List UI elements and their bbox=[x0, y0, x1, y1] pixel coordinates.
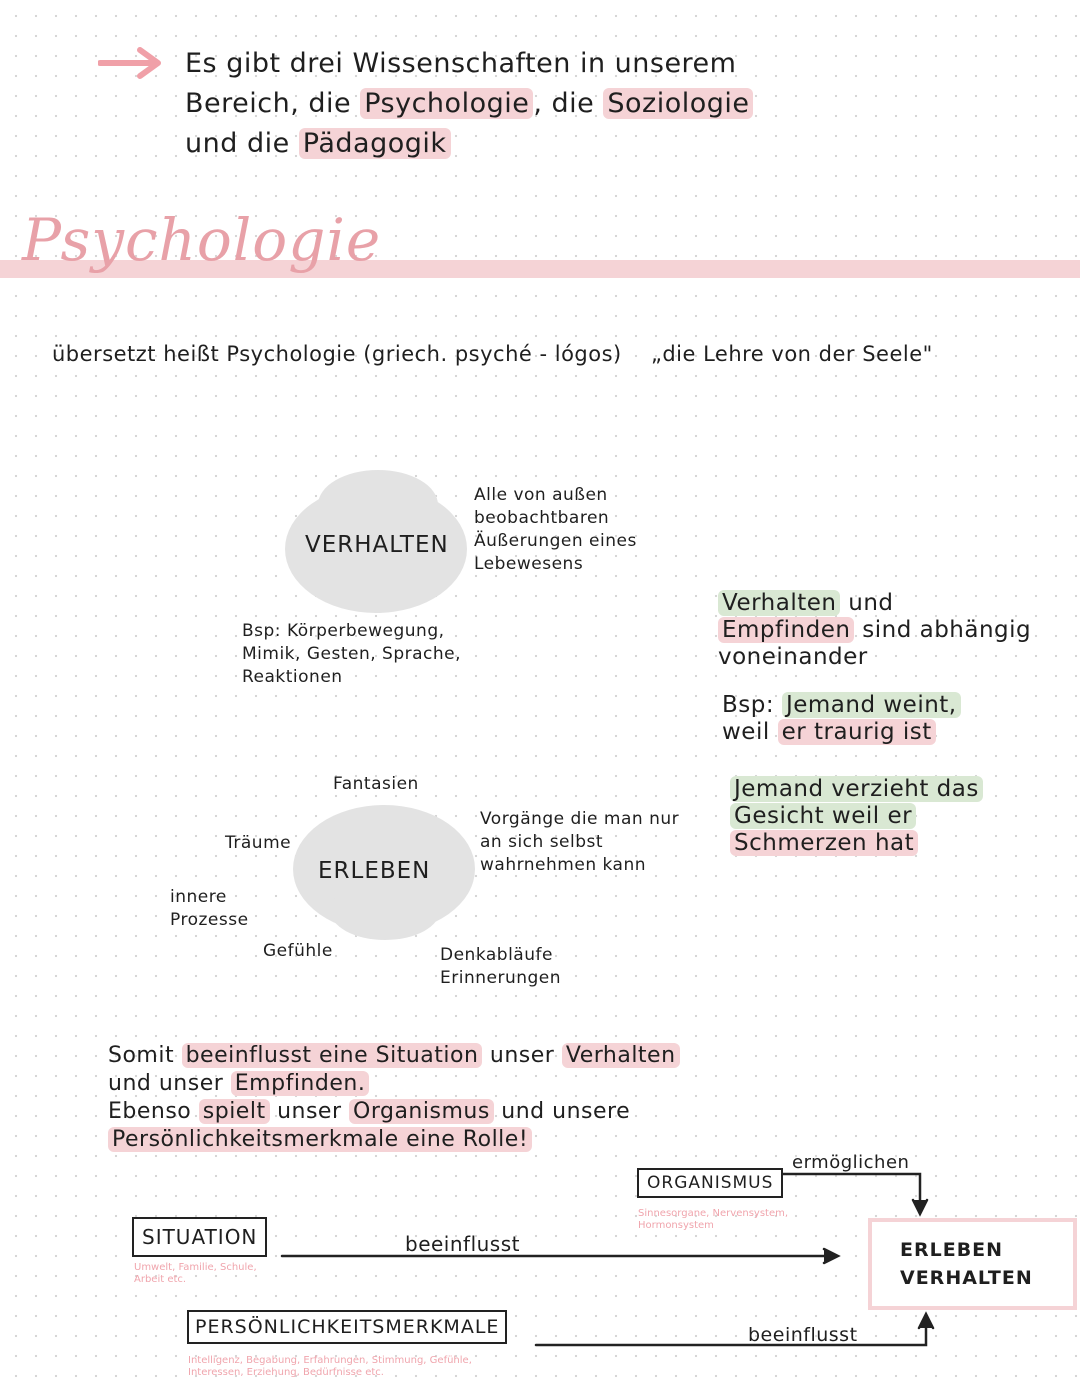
erleben-gefuehle: Gefühle bbox=[263, 941, 333, 961]
result-verhalten: VERHALTEN bbox=[900, 1267, 1033, 1289]
intro-line1: Es gibt drei Wissenschaften in unserem bbox=[185, 48, 737, 79]
box-erleben-verhalten bbox=[868, 1218, 1077, 1310]
highlight-jemand-weint: Jemand weint, bbox=[782, 692, 961, 718]
highlight-summary-verhalten: Verhalten bbox=[562, 1043, 680, 1068]
verhalten-definition: Alle von außen beobachtbaren Äußerungen eines Lebewesens bbox=[474, 485, 637, 574]
box-organismus: ORGANISMUS bbox=[637, 1168, 783, 1198]
translation-quote: „die Lehre von der Seele" bbox=[650, 342, 933, 366]
result-erleben: ERLEBEN bbox=[900, 1239, 1004, 1261]
label-beeinflusst-situation: beeinflusst bbox=[405, 1232, 520, 1256]
highlight-soziologie: Soziologie bbox=[603, 88, 753, 119]
arrow-persoenlichkeit-line bbox=[536, 1320, 926, 1345]
erleben-fantasien: Fantasien bbox=[333, 774, 419, 794]
persoenlichkeit-sub: Intelligenz, Begabung, Erfahrungen, Stimmung, Gefühle, Interessen, Erziehung, Bedürfnisse etc. bbox=[188, 1355, 472, 1378]
arrow-persoenlichkeit-head bbox=[919, 1314, 933, 1328]
situation-sub: Umwelt, Familie, Schule, Arbeit etc. bbox=[134, 1262, 257, 1285]
highlight-jemand-verzieht: Jemand verzieht das bbox=[730, 776, 983, 802]
summary-ebenso: Ebenso bbox=[108, 1099, 192, 1124]
erleben-definition: Vorgänge die man nur an sich selbst wahrnehmen kann bbox=[480, 809, 680, 875]
page-title: Psychologie bbox=[22, 206, 382, 274]
highlight-paedagogik: Pädagogik bbox=[299, 128, 451, 159]
verhalten-example: Bsp: Körperbewegung, Mimik, Gesten, Sprache, Reaktionen bbox=[242, 621, 461, 687]
box-situation: SITUATION bbox=[132, 1217, 267, 1257]
highlight-verhalten: Verhalten bbox=[718, 590, 840, 616]
side-weil: weil bbox=[722, 719, 770, 745]
highlight-persoenlichkeit: Persönlichkeitsmerkmale eine Rolle! bbox=[108, 1127, 532, 1152]
summary-unser: unser bbox=[489, 1043, 555, 1068]
erleben-label: ERLEBEN bbox=[318, 858, 431, 884]
translation-text: übersetzt heißt Psychologie (griech. psyché - lógos) bbox=[52, 342, 622, 366]
highlight-gesicht: Gesicht weil er bbox=[730, 803, 916, 829]
intro-line3-start: und die bbox=[185, 128, 290, 159]
erleben-prozesse: innere Prozesse bbox=[170, 887, 249, 930]
highlight-traurig: er traurig ist bbox=[778, 719, 936, 745]
highlight-spielt: spielt bbox=[199, 1099, 270, 1124]
intro-line2-start: Bereich, die bbox=[185, 88, 352, 119]
erleben-denkablaeufe: Denkabläufe Erinnerungen bbox=[440, 945, 562, 988]
label-ermoeglichen: ermöglichen bbox=[792, 1152, 910, 1173]
organismus-sub: Sinnesorgane, Nervensystem, Hormonsystem bbox=[638, 1208, 789, 1231]
erleben-traeume: Träume bbox=[225, 833, 292, 853]
summary-und-unser: und unser bbox=[108, 1071, 224, 1096]
intro-comma-die: , die bbox=[533, 88, 595, 119]
highlight-empfinden: Empfinden bbox=[718, 617, 854, 643]
summary-somit: Somit bbox=[108, 1043, 175, 1068]
highlight-summary-empfinden: Empfinden. bbox=[231, 1071, 370, 1096]
arrow-situation-head bbox=[824, 1249, 838, 1263]
summary-unser2: unser bbox=[277, 1099, 342, 1124]
highlight-psychologie: Psychologie bbox=[360, 88, 533, 119]
side-bsp: Bsp: bbox=[722, 692, 775, 718]
arrow-organismus-line bbox=[782, 1174, 920, 1208]
highlight-schmerzen: Schmerzen hat bbox=[730, 830, 918, 856]
highlight-beeinflusst: beeinflusst eine Situation bbox=[182, 1043, 483, 1068]
side-rest: sind abhängig voneinander bbox=[718, 617, 1032, 670]
summary-und-unsere: und unsere bbox=[501, 1099, 631, 1124]
highlight-organismus: Organismus bbox=[349, 1099, 494, 1124]
label-beeinflusst-persoenlichkeit: beeinflusst bbox=[748, 1324, 858, 1346]
box-persoenlichkeitsmerkmale: PERSÖNLICHKEITSMERKMALE bbox=[187, 1310, 507, 1344]
verhalten-label: VERHALTEN bbox=[305, 532, 449, 558]
arrow-organismus-head bbox=[913, 1200, 927, 1214]
side-und: und bbox=[848, 590, 894, 616]
